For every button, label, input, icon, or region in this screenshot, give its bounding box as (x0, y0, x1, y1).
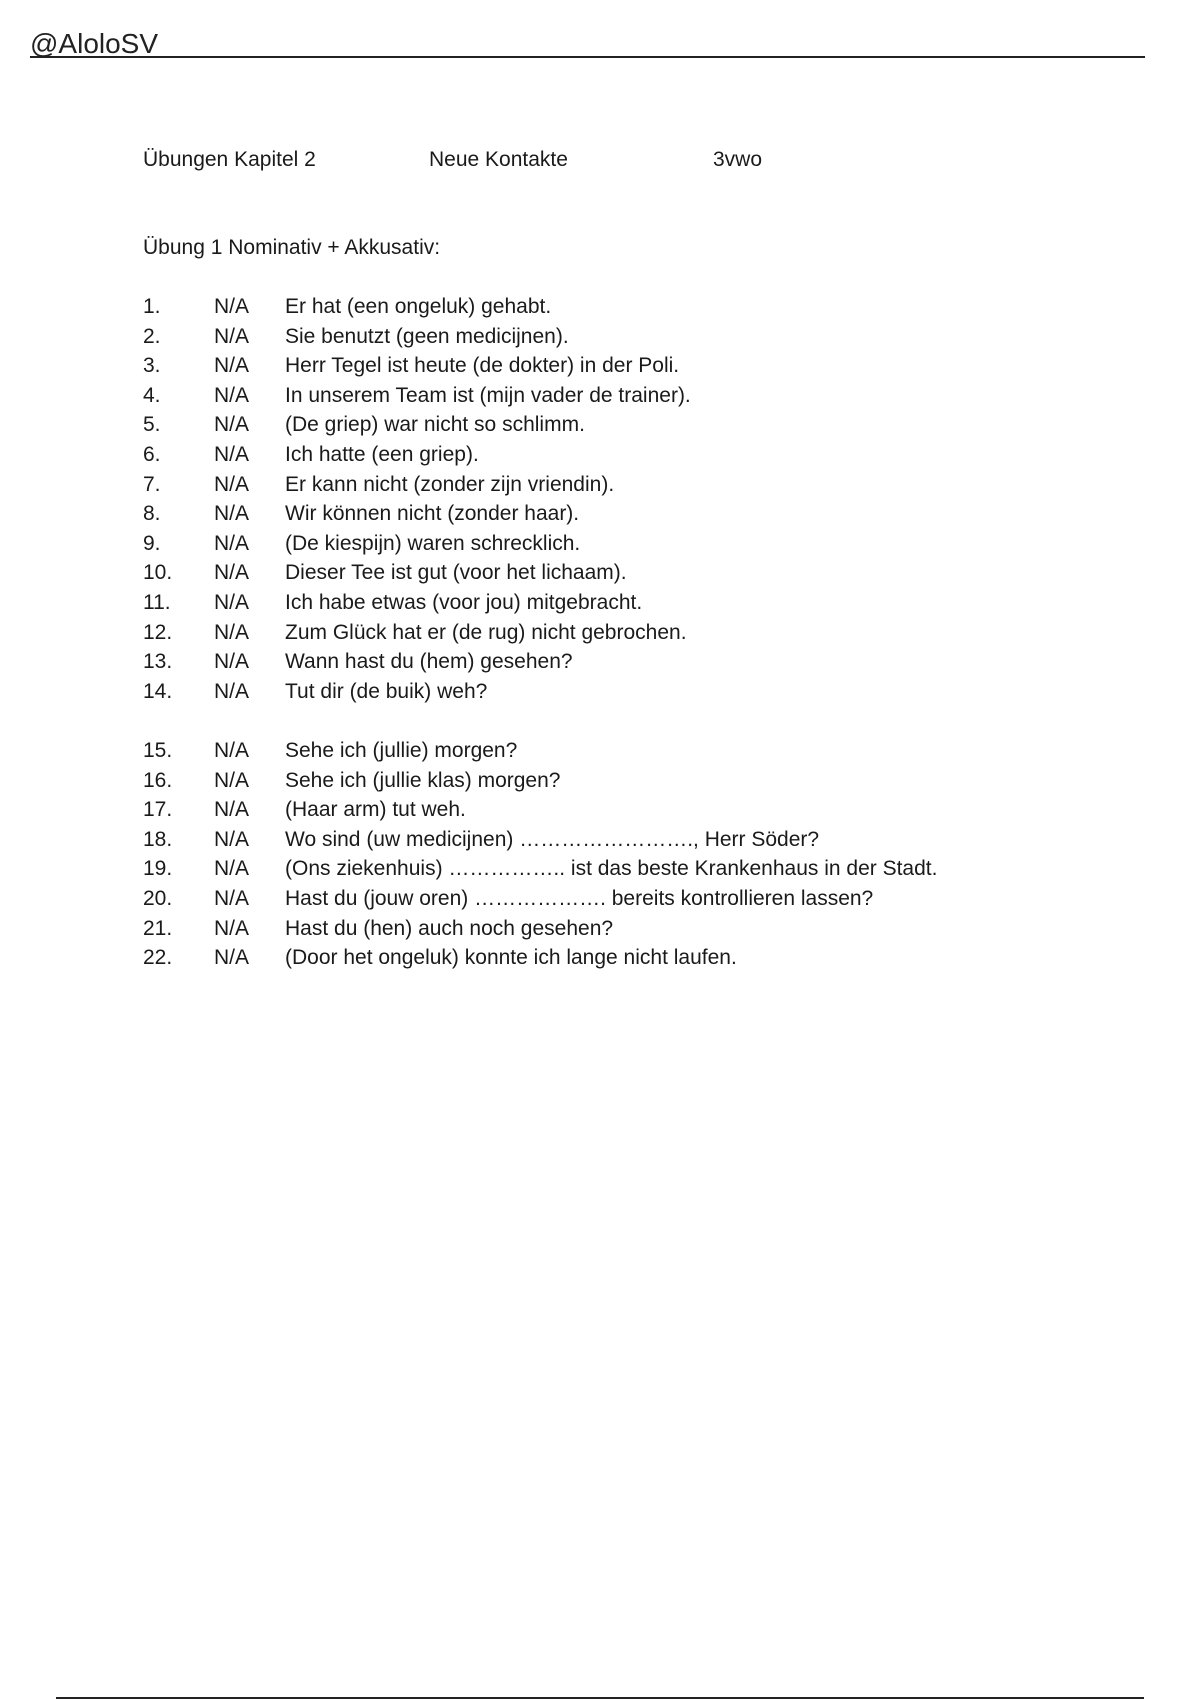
item-number: 8. (143, 502, 161, 526)
exercise-item (0, 440, 1200, 470)
item-case-answer: N/A (214, 768, 250, 792)
watermark-handle: @AloloSV (30, 28, 159, 59)
item-sentence: Ich habe etwas (voor jou) mitgebracht. (285, 590, 643, 614)
item-number: 15. (143, 739, 173, 762)
item-number: 17. (143, 798, 173, 822)
exercise-item (0, 588, 1200, 618)
exercise-item (0, 647, 1200, 677)
exercise-item (0, 410, 1200, 440)
item-number: 2. (143, 324, 161, 348)
item-number: 3. (143, 354, 161, 378)
item-sentence: Sie benutzt (geen medicijnen). (285, 324, 569, 348)
item-number: 14. (143, 679, 173, 703)
item-case-answer: N/A (214, 916, 250, 940)
exercise-item (0, 499, 1200, 529)
item-case-answer: N/A (214, 739, 250, 762)
item-sentence: Wir können nicht (zonder haar). (285, 502, 580, 526)
item-case-answer: N/A (214, 354, 250, 378)
item-number: 13. (143, 650, 173, 674)
item-case-answer: N/A (214, 946, 250, 970)
exercise-item (0, 351, 1200, 381)
item-case-answer: N/A (214, 590, 250, 614)
item-number: 7. (143, 472, 161, 496)
item-number: 12. (143, 620, 173, 644)
item-sentence: (Door het ongeluk) konnte ich lange nicht laufen. (285, 946, 737, 970)
item-number: 21. (143, 916, 173, 940)
exercise-item (0, 825, 1200, 855)
item-case-answer: N/A (214, 531, 250, 555)
item-number: 20. (143, 886, 173, 910)
exercise-item (0, 795, 1200, 825)
item-sentence: Dieser Tee ist gut (voor het lichaam). (285, 561, 627, 585)
exercise-title: Übung 1 Nominativ + Akkusativ: (143, 236, 441, 259)
exercise-item (0, 854, 1200, 884)
item-case-answer: N/A (214, 324, 250, 348)
exercise-item (0, 884, 1200, 914)
item-sentence: Zum Glück hat er (de rug) nicht gebrochen. (285, 620, 687, 644)
item-sentence: Hast du (jouw oren) ………………. bereits kontrollieren lassen? (285, 886, 874, 910)
item-number: 18. (143, 827, 173, 851)
item-case-answer: N/A (214, 650, 250, 674)
bottom-divider (56, 1697, 1144, 1699)
item-case-answer: N/A (214, 620, 250, 644)
exercise-item (0, 529, 1200, 559)
item-case-answer: N/A (214, 827, 250, 851)
item-sentence: Ich hatte (een griep). (285, 442, 479, 466)
item-number: 22. (143, 946, 173, 970)
exercise-item (0, 322, 1200, 352)
header-topic: Neue Kontakte (429, 148, 568, 171)
exercise-item (0, 943, 1200, 973)
item-sentence: Er hat (een ongeluk) gehabt. (285, 295, 552, 318)
item-case-answer: N/A (214, 857, 250, 881)
item-sentence: (Ons ziekenhuis) …………….. ist das beste Krankenhaus in der Stadt. (285, 857, 938, 881)
exercise-list-part-1 (0, 292, 1200, 706)
item-number: 9. (143, 531, 161, 555)
item-sentence: Wo sind (uw medicijnen) ……………………., Herr Söder? (285, 827, 820, 851)
item-case-answer: N/A (214, 561, 250, 585)
item-number: 1. (143, 295, 161, 318)
item-case-answer: N/A (214, 383, 250, 407)
item-case-answer: N/A (214, 798, 250, 822)
item-number: 11. (143, 590, 171, 614)
item-sentence: (De kiespijn) waren schrecklich. (285, 531, 581, 555)
exercise-item (0, 677, 1200, 707)
item-number: 19. (143, 857, 173, 881)
item-case-answer: N/A (214, 472, 250, 496)
item-case-answer: N/A (214, 679, 250, 703)
item-sentence: Wann hast du (hem) gesehen? (285, 650, 573, 674)
item-number: 4. (143, 383, 161, 407)
exercise-item (0, 292, 1200, 322)
item-number: 5. (143, 413, 161, 437)
item-number: 16. (143, 768, 173, 792)
item-case-answer: N/A (214, 502, 250, 526)
header-class: 3vwo (713, 148, 763, 171)
item-sentence: Herr Tegel ist heute (de dokter) in der Poli. (285, 354, 680, 378)
item-number: 10. (143, 561, 173, 585)
exercise-item (0, 381, 1200, 411)
item-case-answer: N/A (214, 442, 250, 466)
item-sentence: (De griep) war nicht so schlimm. (285, 413, 585, 437)
item-case-answer: N/A (214, 295, 250, 318)
item-number: 6. (143, 442, 161, 466)
top-divider (30, 56, 1145, 58)
exercise-item (0, 736, 1200, 766)
item-sentence: Sehe ich (jullie) morgen? (285, 739, 518, 762)
item-sentence: In unserem Team ist (mijn vader de trainer). (285, 383, 691, 407)
item-case-answer: N/A (214, 413, 250, 437)
exercise-item (0, 766, 1200, 796)
header-chapter: Übungen Kapitel 2 (143, 148, 316, 171)
exercise-item (0, 914, 1200, 944)
exercise-item (0, 558, 1200, 588)
item-sentence: Hast du (hen) auch noch gesehen? (285, 916, 614, 940)
item-sentence: (Haar arm) tut weh. (285, 798, 466, 822)
item-case-answer: N/A (214, 886, 250, 910)
exercise-list-part-2 (0, 736, 1200, 973)
item-sentence: Sehe ich (jullie klas) morgen? (285, 768, 561, 792)
exercise-item (0, 470, 1200, 500)
item-sentence: Er kann nicht (zonder zijn vriendin). (285, 472, 615, 496)
exercise-item (0, 618, 1200, 648)
worksheet-header (0, 146, 1200, 174)
item-sentence: Tut dir (de buik) weh? (285, 679, 488, 703)
